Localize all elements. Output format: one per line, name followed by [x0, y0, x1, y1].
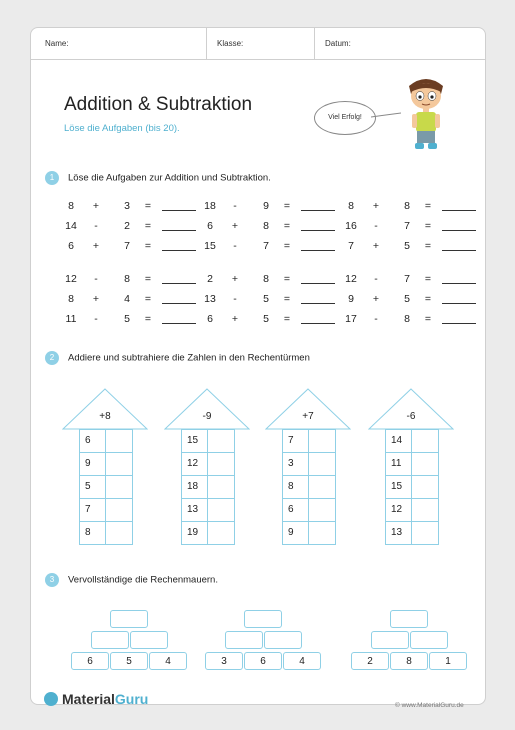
tower-row — [182, 430, 234, 452]
operand-b: 5 — [404, 293, 410, 305]
wall-middle-brick[interactable] — [91, 631, 129, 649]
tower-answer-cell[interactable] — [208, 430, 234, 452]
equals-sign: = — [283, 273, 291, 285]
tower-answer-cell[interactable] — [106, 499, 132, 521]
tower-roof — [265, 388, 351, 430]
operand-a: 18 — [204, 200, 216, 212]
tower-answer-cell[interactable] — [106, 476, 132, 498]
operand-a: 12 — [345, 273, 357, 285]
tower-start-value: 19 — [182, 522, 208, 544]
tower-start-value: 9 — [283, 522, 309, 544]
section-1-heading — [45, 171, 271, 185]
tower-row — [182, 521, 234, 544]
wall-base-brick: 2 — [351, 652, 389, 670]
operand-b: 2 — [124, 220, 130, 232]
operand-b: 5 — [263, 293, 269, 305]
tower-roof — [62, 388, 148, 430]
tower-row — [80, 430, 132, 452]
wall-top-brick[interactable] — [244, 610, 282, 628]
operand-b: 4 — [124, 293, 130, 305]
logo-text-b: Guru — [114, 691, 149, 707]
tower-answer-cell[interactable] — [208, 476, 234, 498]
tower-start-value: 3 — [283, 453, 309, 475]
equals-sign: = — [144, 273, 152, 285]
tower-row — [80, 452, 132, 475]
operator: - — [233, 240, 237, 252]
boy-illustration-icon — [401, 72, 451, 152]
answer-line[interactable] — [301, 230, 335, 231]
wall-base-brick: 5 — [110, 652, 148, 670]
exercise-item — [61, 273, 201, 287]
answer-line[interactable] — [442, 210, 476, 211]
tower-body — [181, 429, 235, 545]
operator: + — [372, 200, 380, 212]
operand-a: 17 — [345, 313, 357, 325]
tower-start-value: 14 — [386, 430, 412, 452]
operand-b: 5 — [263, 313, 269, 325]
tower-row — [182, 452, 234, 475]
tower-answer-cell[interactable] — [208, 453, 234, 475]
operator: - — [94, 313, 98, 325]
tower-answer-cell[interactable] — [309, 476, 335, 498]
tower-start-value: 15 — [386, 476, 412, 498]
operand-a: 12 — [65, 273, 77, 285]
wall-middle-brick[interactable] — [264, 631, 302, 649]
tower-start-value: 6 — [80, 430, 106, 452]
operand-b: 5 — [404, 240, 410, 252]
wall-middle-brick[interactable] — [225, 631, 263, 649]
tower-answer-cell[interactable] — [412, 430, 438, 452]
logo-icon — [44, 692, 58, 706]
operand-a: 13 — [204, 293, 216, 305]
equals-sign: = — [144, 220, 152, 232]
tower-answer-cell[interactable] — [106, 522, 132, 544]
equals-sign: = — [144, 200, 152, 212]
answer-line[interactable] — [162, 230, 196, 231]
wall-base-brick: 8 — [390, 652, 428, 670]
operator: + — [372, 240, 380, 252]
answer-line[interactable] — [162, 303, 196, 304]
operand-b: 7 — [404, 273, 410, 285]
header-row — [31, 28, 485, 60]
operator: + — [92, 293, 100, 305]
exercise-item — [61, 240, 201, 254]
exercise-item — [61, 200, 201, 214]
operand-a: 8 — [348, 200, 354, 212]
answer-line[interactable] — [442, 283, 476, 284]
equals-sign: = — [144, 293, 152, 305]
tower-row — [283, 498, 335, 521]
wall-top-brick[interactable] — [110, 610, 148, 628]
equals-sign: = — [283, 293, 291, 305]
exercise-item — [200, 273, 340, 287]
operand-a: 15 — [204, 240, 216, 252]
section-3-heading — [45, 573, 218, 587]
exercise-item — [200, 240, 340, 254]
tower-operation: +8 — [99, 411, 111, 422]
operand-a: 7 — [348, 240, 354, 252]
equals-sign: = — [424, 293, 432, 305]
operator: - — [94, 220, 98, 232]
exercise-item — [341, 313, 481, 327]
operator: - — [233, 200, 237, 212]
section-number-badge: 3 — [45, 573, 59, 587]
speech-bubble-tail — [371, 110, 401, 124]
answer-line[interactable] — [301, 303, 335, 304]
wall-base-brick: 4 — [149, 652, 187, 670]
tower-answer-cell[interactable] — [412, 499, 438, 521]
exercise-item — [200, 313, 340, 327]
tower-answer-cell[interactable] — [309, 522, 335, 544]
answer-line[interactable] — [162, 250, 196, 251]
tower-start-value: 7 — [80, 499, 106, 521]
answer-line[interactable] — [442, 230, 476, 231]
operator: + — [372, 293, 380, 305]
wall-middle-brick[interactable] — [410, 631, 448, 649]
equals-sign: = — [283, 313, 291, 325]
tower-answer-cell[interactable] — [309, 430, 335, 452]
operand-b: 8 — [263, 273, 269, 285]
equals-sign: = — [283, 220, 291, 232]
tower-row — [182, 498, 234, 521]
tower-roof — [164, 388, 250, 430]
operand-a: 14 — [65, 220, 77, 232]
logo-text-a: Material — [62, 691, 115, 707]
tower-start-value: 12 — [182, 453, 208, 475]
operand-b: 8 — [404, 200, 410, 212]
tower-start-value: 9 — [80, 453, 106, 475]
operand-b: 5 — [124, 313, 130, 325]
section-2-text: Addiere und subtrahiere die Zahlen in den Rechentürmen — [68, 352, 310, 364]
tower-row — [283, 430, 335, 452]
page-subtitle: Löse die Aufgaben (bis 20). — [64, 123, 180, 134]
operator: - — [374, 220, 378, 232]
tower-answer-cell[interactable] — [309, 453, 335, 475]
tower-answer-cell[interactable] — [412, 453, 438, 475]
tower-row — [386, 498, 438, 521]
tower-row — [80, 498, 132, 521]
operand-b: 8 — [404, 313, 410, 325]
operator: - — [374, 273, 378, 285]
wall-base-brick: 4 — [283, 652, 321, 670]
operator: + — [92, 240, 100, 252]
section-2-heading — [45, 351, 310, 365]
tower-body — [282, 429, 336, 545]
operand-b: 7 — [404, 220, 410, 232]
answer-line[interactable] — [442, 323, 476, 324]
tower-start-value: 13 — [182, 499, 208, 521]
operator: - — [374, 313, 378, 325]
operator: - — [94, 273, 98, 285]
operand-a: 16 — [345, 220, 357, 232]
section-3-text: Vervollständige die Rechenmauern. — [68, 574, 218, 586]
tower-row — [386, 475, 438, 498]
operand-a: 11 — [65, 313, 77, 325]
tower-start-value: 11 — [386, 453, 412, 475]
tower-answer-cell[interactable] — [309, 499, 335, 521]
exercise-item — [61, 293, 201, 307]
operand-a: 2 — [207, 273, 213, 285]
operator: - — [233, 293, 237, 305]
operand-a: 8 — [68, 293, 74, 305]
wall-base-brick: 6 — [71, 652, 109, 670]
tower-start-value: 6 — [283, 499, 309, 521]
tower-answer-cell[interactable] — [412, 522, 438, 544]
exercise-item — [61, 313, 201, 327]
tower-start-value: 15 — [182, 430, 208, 452]
tower-row — [80, 521, 132, 544]
tower-row — [182, 475, 234, 498]
exercise-item — [341, 240, 481, 254]
operand-b: 3 — [124, 200, 130, 212]
tower-answer-cell[interactable] — [106, 430, 132, 452]
operand-a: 6 — [207, 313, 213, 325]
worksheet — [30, 27, 486, 705]
speech-bubble: Viel Erfolg! — [314, 101, 376, 135]
operand-a: 6 — [68, 240, 74, 252]
exercise-item — [61, 220, 201, 234]
tower-body — [385, 429, 439, 545]
answer-line[interactable] — [301, 283, 335, 284]
equals-sign: = — [424, 200, 432, 212]
tower-row — [80, 475, 132, 498]
equals-sign: = — [424, 273, 432, 285]
wall-middle-brick[interactable] — [371, 631, 409, 649]
operand-b: 9 — [263, 200, 269, 212]
exercise-item — [200, 220, 340, 234]
tower-row — [283, 452, 335, 475]
name-label: Name: — [45, 39, 69, 48]
operand-a: 9 — [348, 293, 354, 305]
answer-line[interactable] — [162, 283, 196, 284]
footer-url: © www.MaterialGuru.de — [395, 702, 464, 709]
operator: + — [231, 313, 239, 325]
tower-start-value: 13 — [386, 522, 412, 544]
tower-row — [386, 452, 438, 475]
equals-sign: = — [424, 220, 432, 232]
tower-roof — [368, 388, 454, 430]
tower-row — [283, 475, 335, 498]
exercise-item — [341, 220, 481, 234]
operand-b: 8 — [124, 273, 130, 285]
section-1-text: Löse die Aufgaben zur Addition und Subtraktion. — [68, 172, 271, 184]
tower-start-value: 8 — [80, 522, 106, 544]
exercise-item — [200, 293, 340, 307]
operand-b: 8 — [263, 220, 269, 232]
exercise-item — [200, 200, 340, 214]
tower-row — [386, 521, 438, 544]
exercise-item — [341, 200, 481, 214]
operator: + — [92, 200, 100, 212]
tower-start-value: 8 — [283, 476, 309, 498]
class-label: Klasse: — [217, 39, 244, 48]
wall-base-brick: 1 — [429, 652, 467, 670]
materialguru-logo — [44, 691, 148, 707]
wall-base-brick: 3 — [205, 652, 243, 670]
equals-sign: = — [424, 240, 432, 252]
tower-answer-cell[interactable] — [412, 476, 438, 498]
section-number-badge: 1 — [45, 171, 59, 185]
tower-start-value: 18 — [182, 476, 208, 498]
answer-line[interactable] — [162, 323, 196, 324]
answer-line[interactable] — [301, 323, 335, 324]
operand-b: 7 — [124, 240, 130, 252]
answer-line[interactable] — [442, 303, 476, 304]
answer-line[interactable] — [301, 250, 335, 251]
wall-top-brick[interactable] — [390, 610, 428, 628]
answer-line[interactable] — [301, 210, 335, 211]
date-label: Datum: — [325, 39, 351, 48]
equals-sign: = — [283, 240, 291, 252]
equals-sign: = — [144, 313, 152, 325]
tower-start-value: 12 — [386, 499, 412, 521]
answer-line[interactable] — [162, 210, 196, 211]
tower-answer-cell[interactable] — [106, 453, 132, 475]
tower-body — [79, 429, 133, 545]
equals-sign: = — [283, 200, 291, 212]
operand-a: 8 — [68, 200, 74, 212]
tower-operation: -6 — [406, 411, 416, 422]
exercise-item — [341, 293, 481, 307]
tower-start-value: 5 — [80, 476, 106, 498]
page-title: Addition & Subtraktion — [64, 94, 253, 115]
operand-b: 7 — [263, 240, 269, 252]
tower-start-value: 7 — [283, 430, 309, 452]
equals-sign: = — [424, 313, 432, 325]
operator: + — [231, 273, 239, 285]
operand-a: 6 — [207, 220, 213, 232]
wall-base-brick: 6 — [244, 652, 282, 670]
tower-operation: +7 — [302, 411, 314, 422]
tower-operation: -9 — [202, 411, 212, 422]
operator: + — [231, 220, 239, 232]
section-number-badge: 2 — [45, 351, 59, 365]
equals-sign: = — [144, 240, 152, 252]
answer-line[interactable] — [442, 250, 476, 251]
tower-row — [386, 430, 438, 452]
tower-answer-cell[interactable] — [208, 499, 234, 521]
exercise-item — [341, 273, 481, 287]
tower-answer-cell[interactable] — [208, 522, 234, 544]
wall-middle-brick[interactable] — [130, 631, 168, 649]
tower-row — [283, 521, 335, 544]
